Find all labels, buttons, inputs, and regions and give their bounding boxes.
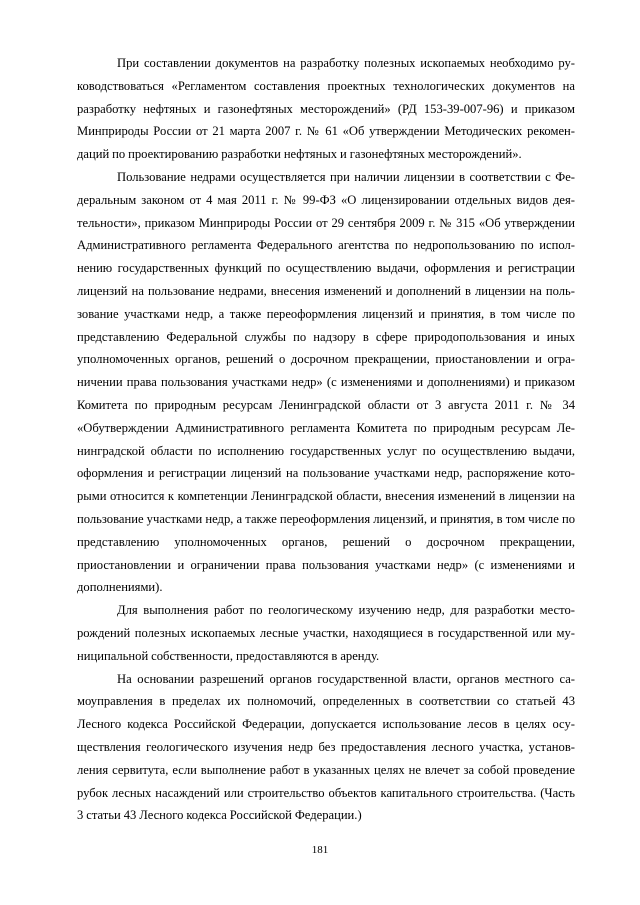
document-body xyxy=(77,52,575,827)
paragraph-forest-lease: Для выполнения работ по геологическому изучению недр, для разработки месторождений полезных ископаемых лесные участки, находящиеся в государственной или муниципальной собственности, предоставляются в аренду. xyxy=(77,603,575,663)
paragraph-forest-code: На основании разрешений органов государственной власти, органов местного самоуправления в пределах их полномочий, определенных в соответствии со статьей 43 Лесного кодекса Российской Федерации, допускается использование лесов в целях осуществления геологического изучения недр без предоставления лесного участка, установления сервитута, если выполнение работ в указанных целях не влечет за собой проведение рубок лесных насаждений или строительство объектов капитального строительства. (Часть 3 статьи 43 Лесного кодекса Российской Федерации.) xyxy=(77,671,575,823)
paragraph-licensing: Пользование недрами осуществляется при наличии лицензии в соответствии с Федеральным законом от 4 мая 2011 г. № 99-ФЗ «О лицензировании отдельных видов деятельности», приказом Минприроды России от 29 сентября 2009 г. № 315 «Об утверждении Административного регламента Федерального агентства по недропользованию по исполнению государственных функций по осуществлению выдачи, оформления и регистрации лицензий на пользование недрами, внесения изменений и дополнений в лицензии на пользование участками недр, а также переоформления лицензий и принятия, в том числе по представлению Федеральной службы по надзору в сфере природопользования и иных уполномоченных органов, решений о досрочном прекращении, приостановлении и ограничении права пользования участками недр» (с изменениями и дополнениями) и приказом Комитета по природным ресурсам Ленинградской области от 3 августа 2011 г. № 34 «Обутверждении Административного регламента Комитета по природным ресурсам Ленинградской области по исполнению государственных услуг по осуществлению выдачи, оформления и регистрации лицензий на пользование участками недр, распоряжение которыми относится к компетенции Ленинградской области, внесения изменений в лицензии на пользование участками недр, а также переоформления лицензий, и принятия, в том числе по представлению уполномоченных органов, решений о досрочном прекращении, приостановлении и ограничении права пользования участками недр» (с изменениями и дополнениями). xyxy=(77,169,575,595)
page-number: 181 xyxy=(311,844,329,856)
paragraph-regulations: При составлении документов на разработку полезных ископаемых необходимо руководствоваться «Регламентом составления проектных технологических документов на разработку нефтяных и газонефтяных месторождений» (РД 153-39-007-96) и приказом Минприроды России от 21 марта 2007 г. № 61 «Об утверждении Методических рекомендаций по проектированию разработки нефтяных и газонефтяных месторождений». xyxy=(77,56,575,162)
